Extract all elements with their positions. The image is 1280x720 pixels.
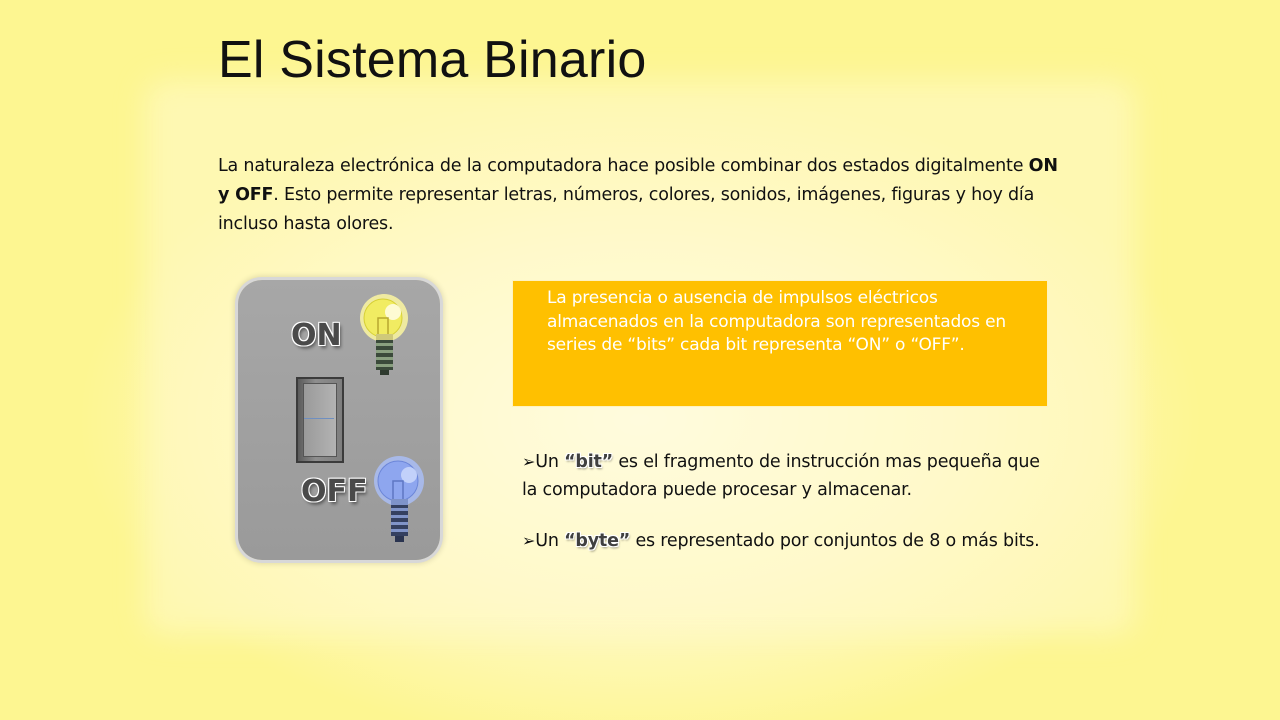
intro-paragraph (218, 152, 1058, 239)
slide-title: El Sistema Binario (218, 31, 647, 89)
lightbulb-off-icon (372, 453, 428, 545)
callout-box (512, 280, 1048, 407)
bullet-item-bit (522, 448, 1042, 504)
on-label: ON (291, 318, 342, 353)
arrow-bullet-icon: ➢ (522, 531, 536, 550)
intro-text-bold: ON y OFF (218, 156, 1058, 205)
arrow-bullet-icon: ➢ (522, 452, 536, 471)
intro-text-part2: . Esto permite representar letras, números, colores, sonidos, imágenes, figuras y hoy día incluso hasta olores. (218, 185, 1035, 234)
toggle-divider (304, 418, 334, 419)
bullet-term: “byte” (564, 531, 631, 551)
bullet-prefix: Un (535, 531, 565, 551)
bullet-item-byte (522, 528, 1042, 554)
bullet-prefix: Un (535, 452, 565, 472)
bullet-list (522, 448, 1042, 554)
intro-text-part1: La naturaleza electrónica de la computadora hace posible combinar dos estados digitalmente (218, 156, 1029, 176)
off-label: OFF (301, 474, 368, 509)
callout-text: La presencia o ausencia de impulsos eléctricos almacenados en la computadora son representados en series de “bits” cada bit representa “ON” o “OFF”. (547, 288, 1006, 355)
toggle-switch (296, 377, 344, 463)
bullet-term: “bit” (564, 452, 613, 472)
bullet-text: es el fragmento de instrucción mas pequeña que la computadora puede procesar y almacenar. (522, 452, 1040, 500)
bullet-text: es representado por conjuntos de 8 o más bits. (630, 531, 1040, 551)
lightbulb-on-icon (358, 290, 412, 378)
toggle-lever (303, 383, 337, 457)
